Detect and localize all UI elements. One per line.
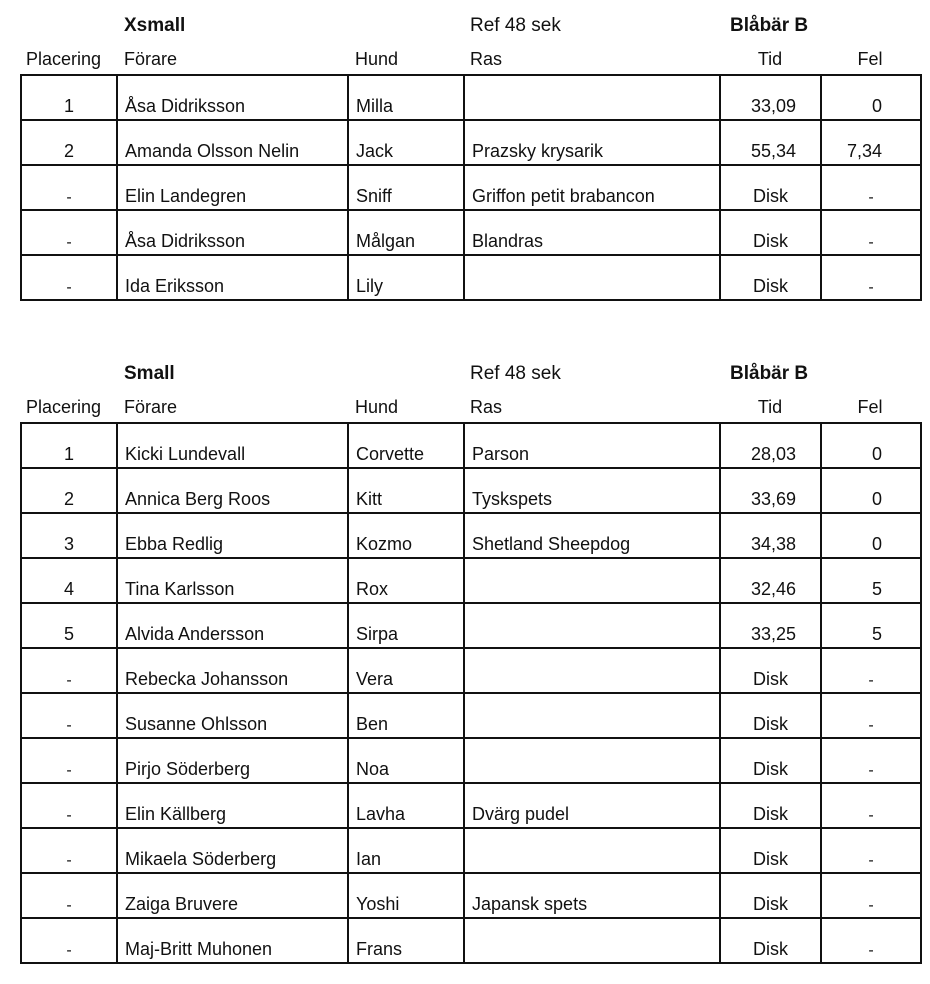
cell-tid: 33,25: [720, 603, 821, 648]
header-hund: Hund: [355, 49, 399, 69]
course-name: Blåbär B: [730, 15, 809, 36]
cell-tid: 33,09: [720, 75, 821, 120]
cell-hund: Målgan: [348, 210, 464, 255]
results-section-xsmall: [0, 0, 930, 296]
cell-forare: Amanda Olsson Nelin: [117, 120, 348, 165]
header-tid: Tid: [757, 397, 783, 417]
class-name: Xsmall: [124, 15, 186, 36]
cell-ras: Blandras: [464, 210, 720, 255]
cell-placering: -: [21, 918, 117, 963]
cell-placering: -: [21, 693, 117, 738]
cell-ras: [464, 603, 720, 648]
cell-fel: -: [821, 873, 921, 918]
cell-placering: -: [21, 783, 117, 828]
cell-tid: Disk: [720, 828, 821, 873]
table-row: [21, 75, 921, 120]
table-row: [21, 210, 921, 255]
cell-ras: [464, 693, 720, 738]
cell-fel: -: [821, 255, 921, 300]
cell-ras: Griffon petit brabancon: [464, 165, 720, 210]
header-ras: Ras: [470, 49, 503, 69]
results-table: [20, 422, 922, 964]
cell-tid: Disk: [720, 255, 821, 300]
table-row: [21, 120, 921, 165]
table-row: [21, 165, 921, 210]
cell-placering: -: [21, 873, 117, 918]
cell-hund: Noa: [348, 738, 464, 783]
section-title-row: [0, 348, 930, 392]
cell-placering: 1: [21, 75, 117, 120]
cell-ras: Parson: [464, 423, 720, 468]
cell-tid: 32,46: [720, 558, 821, 603]
cell-fel: 5: [821, 558, 921, 603]
cell-forare: Alvida Andersson: [117, 603, 348, 648]
cell-fel: -: [821, 693, 921, 738]
cell-ras: [464, 255, 720, 300]
cell-tid: 33,69: [720, 468, 821, 513]
cell-hund: Sniff: [348, 165, 464, 210]
cell-tid: 34,38: [720, 513, 821, 558]
cell-ras: Japansk spets: [464, 873, 720, 918]
table-row: [21, 513, 921, 558]
cell-hund: Corvette: [348, 423, 464, 468]
cell-tid: Disk: [720, 648, 821, 693]
cell-hund: Ian: [348, 828, 464, 873]
table-row: [21, 738, 921, 783]
cell-fel: -: [821, 783, 921, 828]
table-row: [21, 873, 921, 918]
cell-tid: Disk: [720, 693, 821, 738]
cell-ras: [464, 648, 720, 693]
cell-placering: 2: [21, 468, 117, 513]
cell-placering: 3: [21, 513, 117, 558]
cell-hund: Yoshi: [348, 873, 464, 918]
cell-placering: -: [21, 648, 117, 693]
course-name: Blåbär B: [730, 363, 809, 384]
cell-ras: Shetland Sheepdog: [464, 513, 720, 558]
cell-hund: Jack: [348, 120, 464, 165]
cell-forare: Pirjo Söderberg: [117, 738, 348, 783]
cell-placering: -: [21, 255, 117, 300]
cell-fel: 0: [821, 513, 921, 558]
reference-time: Ref 48 sek: [470, 363, 561, 384]
cell-fel: 0: [821, 468, 921, 513]
table-row: [21, 558, 921, 603]
cell-tid: 28,03: [720, 423, 821, 468]
cell-tid: Disk: [720, 783, 821, 828]
cell-forare: Mikaela Söderberg: [117, 828, 348, 873]
cell-forare: Susanne Ohlsson: [117, 693, 348, 738]
cell-forare: Kicki Lundevall: [117, 423, 348, 468]
cell-placering: 5: [21, 603, 117, 648]
table-row: [21, 423, 921, 468]
cell-forare: Maj-Britt Muhonen: [117, 918, 348, 963]
cell-forare: Ebba Redlig: [117, 513, 348, 558]
cell-forare: Åsa Didriksson: [117, 75, 348, 120]
cell-forare: Tina Karlsson: [117, 558, 348, 603]
class-name: Small: [124, 363, 175, 384]
header-placering: Placering: [26, 49, 102, 69]
table-row: [21, 693, 921, 738]
cell-fel: 0: [821, 75, 921, 120]
cell-forare: Annica Berg Roos: [117, 468, 348, 513]
cell-placering: 2: [21, 120, 117, 165]
header-forare: Förare: [124, 397, 178, 417]
header-hund: Hund: [355, 397, 399, 417]
cell-hund: Milla: [348, 75, 464, 120]
cell-fel: -: [821, 165, 921, 210]
cell-hund: Rox: [348, 558, 464, 603]
cell-fel: 0: [821, 423, 921, 468]
cell-forare: Åsa Didriksson: [117, 210, 348, 255]
cell-tid: Disk: [720, 210, 821, 255]
cell-ras: Prazsky krysarik: [464, 120, 720, 165]
header-ras: Ras: [470, 397, 503, 417]
header-fel: Fel: [857, 49, 883, 69]
cell-hund: Frans: [348, 918, 464, 963]
cell-fel: -: [821, 648, 921, 693]
cell-forare: Ida Eriksson: [117, 255, 348, 300]
cell-hund: Vera: [348, 648, 464, 693]
cell-ras: [464, 558, 720, 603]
cell-tid: 55,34: [720, 120, 821, 165]
cell-forare: Zaiga Bruvere: [117, 873, 348, 918]
cell-hund: Sirpa: [348, 603, 464, 648]
table-row: [21, 918, 921, 963]
cell-tid: Disk: [720, 918, 821, 963]
cell-hund: Lavha: [348, 783, 464, 828]
header-tid: Tid: [757, 49, 783, 69]
cell-ras: [464, 738, 720, 783]
cell-ras: [464, 828, 720, 873]
table-row: [21, 255, 921, 300]
column-header-row: [0, 392, 930, 422]
header-forare: Förare: [124, 49, 178, 69]
results-table: [20, 74, 922, 301]
cell-forare: Elin Källberg: [117, 783, 348, 828]
table-row: [21, 828, 921, 873]
cell-hund: Kitt: [348, 468, 464, 513]
cell-placering: 1: [21, 423, 117, 468]
cell-placering: -: [21, 738, 117, 783]
cell-fel: -: [821, 738, 921, 783]
cell-ras: [464, 918, 720, 963]
table-row: [21, 468, 921, 513]
cell-ras: Tyskspets: [464, 468, 720, 513]
cell-placering: -: [21, 210, 117, 255]
cell-fel: -: [821, 828, 921, 873]
cell-fel: 7,34: [821, 120, 921, 165]
table-row: [21, 783, 921, 828]
cell-fel: 5: [821, 603, 921, 648]
cell-fel: -: [821, 918, 921, 963]
section-title-row: [0, 0, 930, 44]
cell-ras: Dvärg pudel: [464, 783, 720, 828]
reference-time: Ref 48 sek: [470, 15, 561, 36]
table-row: [21, 603, 921, 648]
cell-hund: Kozmo: [348, 513, 464, 558]
table-row: [21, 648, 921, 693]
cell-ras: [464, 75, 720, 120]
cell-tid: Disk: [720, 165, 821, 210]
cell-fel: -: [821, 210, 921, 255]
header-fel: Fel: [857, 397, 883, 417]
results-section-small: [0, 348, 930, 959]
cell-placering: -: [21, 165, 117, 210]
cell-placering: 4: [21, 558, 117, 603]
cell-forare: Elin Landegren: [117, 165, 348, 210]
cell-hund: Ben: [348, 693, 464, 738]
cell-hund: Lily: [348, 255, 464, 300]
column-header-row: [0, 44, 930, 74]
header-placering: Placering: [26, 397, 102, 417]
cell-tid: Disk: [720, 873, 821, 918]
cell-forare: Rebecka Johansson: [117, 648, 348, 693]
cell-tid: Disk: [720, 738, 821, 783]
cell-placering: -: [21, 828, 117, 873]
